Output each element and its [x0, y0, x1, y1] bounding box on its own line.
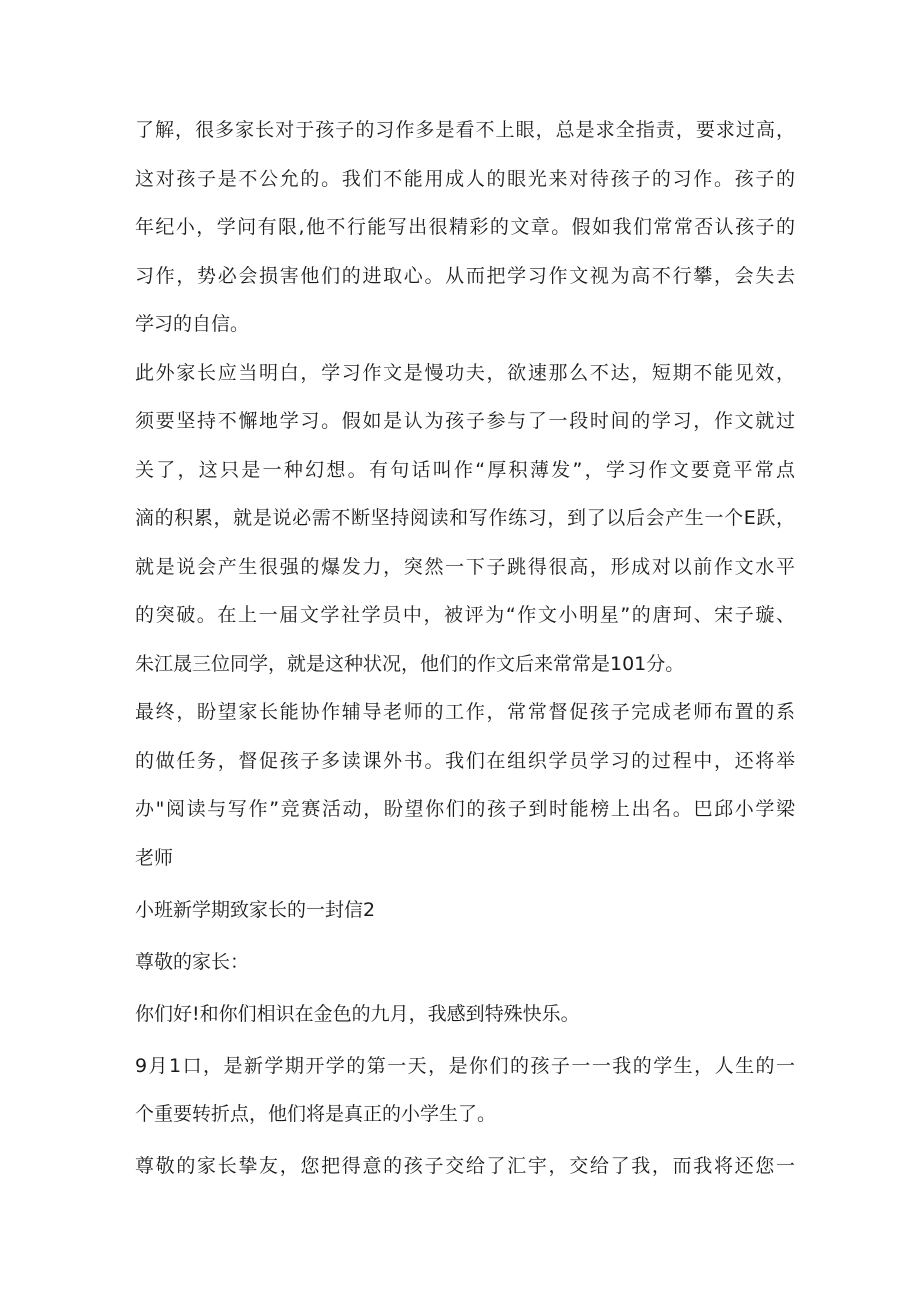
text-line: 就是说会产生很强的爆发力，突然一下子跳得很高，形成对以前作文水平	[135, 555, 795, 578]
text-line: 习作，势必会损害他们的进取心。从而把学习作文视为高不行攀，会失去	[135, 264, 795, 287]
text-line: 朱江晟三位同学，就是这种状况，他们的作文后来常常是101分。	[135, 652, 685, 675]
text-line: 的突破。在上一届文学社学员中，被评为“作文小明星”的唐珂、宋子璇、	[135, 604, 795, 626]
text-line: 关了，这只是一种幻想。有句话叫作“厚积薄发”，学习作文要竟平常点	[135, 458, 795, 481]
text-line: 这对孩子是不公允的。我们不能用成人的眼光来对待孩子的习作。孩子的	[135, 167, 795, 190]
text-line: 了解，很多家长对于孩子的习作多是看不上眼，总是求全指责，要求过高，	[135, 119, 795, 141]
text-line: 老师	[135, 846, 174, 869]
text-line: 此外家长应当明白，学习作文是慢功夫，欲速那么不达，短期不能见效，	[135, 361, 795, 384]
text-line: 学习的自信。	[135, 313, 250, 335]
text-line: 尊敬的家长挚友，您把得意的孩子交给了汇宇，交给了我，而我将还您一	[135, 1155, 795, 1177]
text-line: 的做任务，督促孩子多读课外书。我们在组织学员学习的过程中，还将举	[135, 749, 795, 772]
text-line: 办"阅读与写作”竞赛活动，盼望你们的孩子到时能榜上出名。巴邱小学梁	[135, 798, 795, 820]
text-line: 滴的积累，就是说必需不断坚持阅读和写作练习，到了以后会产生一个E跃，	[135, 507, 795, 529]
text-line: 须要坚持不懈地学习。假如是认为孩子参与了一段时间的学习，作文就过	[135, 410, 795, 432]
salutation: 尊敬的家长：	[135, 950, 250, 973]
text-line: 最终，盼望家长能协作辅导老师的工作，常常督促孩子完成老师布置的系	[135, 701, 795, 723]
text-line: 9月1口，是新学期开学的第一天，是你们的孩子一一我的学生，人生的一	[135, 1054, 795, 1077]
section-heading: 小班新学期致家长的一封信2	[135, 898, 376, 921]
document-body	[135, 110, 795, 1195]
text-line: 个重要转折点，他们将是真正的小学生了。	[135, 1103, 497, 1125]
text-line: 你们好!和你们相识在金色的九月，我感到特殊快乐。	[135, 1002, 580, 1025]
text-line: 年纪小，学问有限,他不行能写出很精彩的文章。假如我们常常否认孩子的	[135, 216, 795, 238]
